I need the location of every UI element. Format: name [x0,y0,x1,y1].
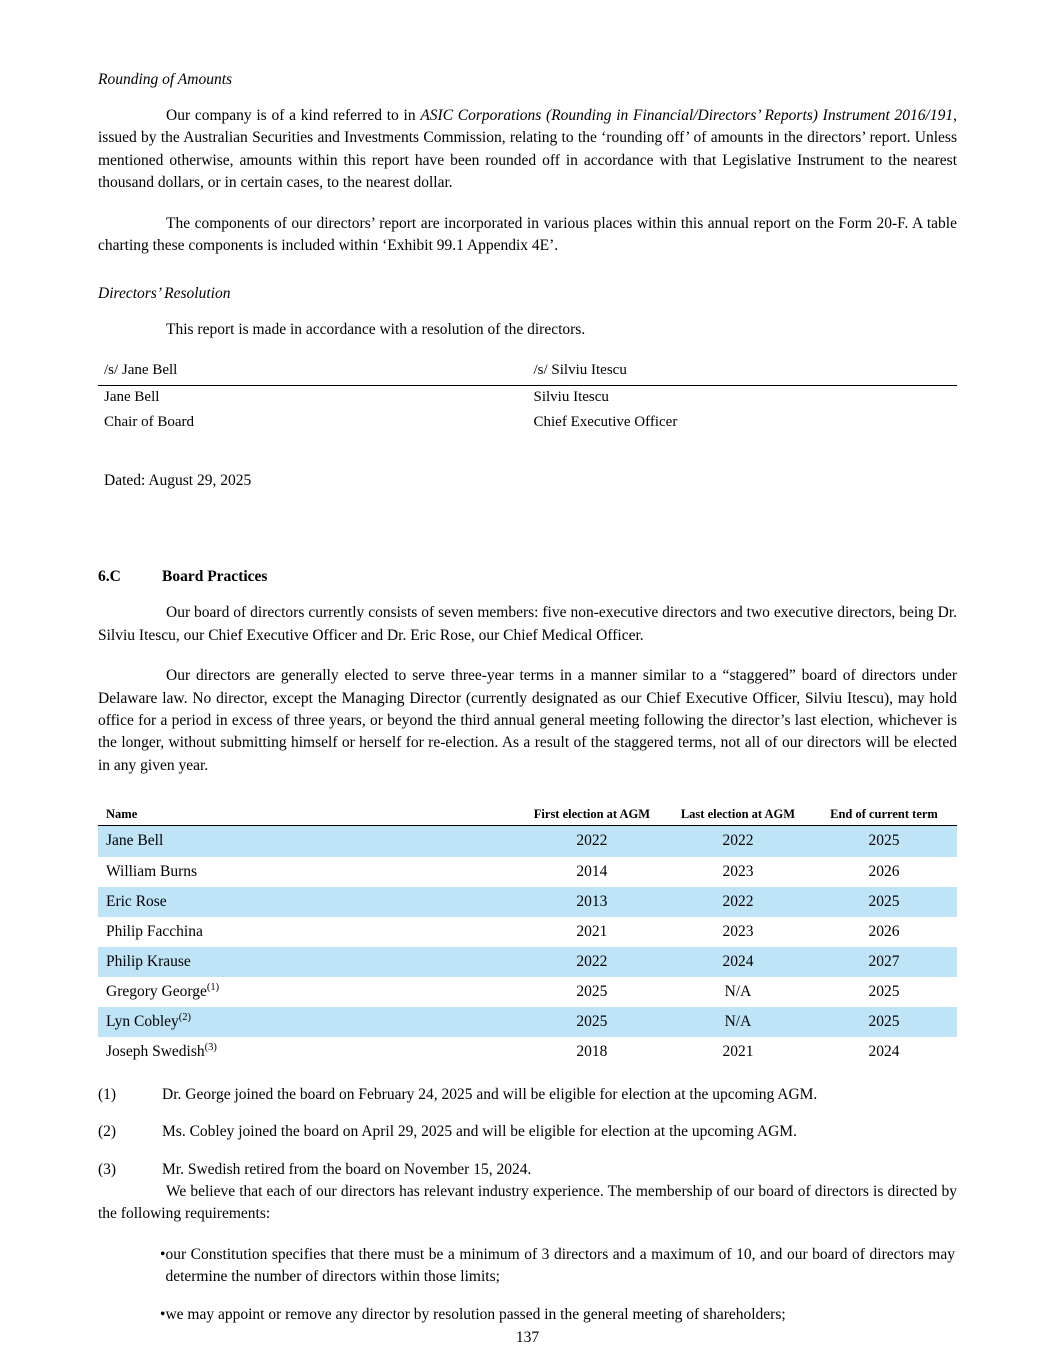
column-header-name: Name [98,807,519,826]
table-row [98,826,957,857]
first-election-cell: 2022 [519,826,665,857]
column-header-end-of-term: End of current term [811,807,957,826]
end-of-term-cell: 2025 [811,887,957,917]
dated-line: Dated: August 29, 2025 [104,472,252,490]
last-election-cell: 2022 [665,887,811,917]
director-name-cell: William Burns [106,862,198,880]
end-of-term-cell: 2026 [868,922,900,940]
bullet-text: we may appoint or remove any director by resolution passed in the general meeting of shareholders; [165,1306,786,1324]
last-election-cell: 2023 [722,922,754,940]
footnote-marker: (1) [206,981,220,993]
right-signature: /s/ Silviu Itescu [528,359,958,386]
end-of-term-cell: 2027 [811,947,957,977]
signature-block [98,359,957,436]
directors-table-body [98,826,957,1068]
last-election-cell: 2021 [722,1043,754,1061]
asic-instrument-reference: ASIC Corporations (Rounding in Financial/Directors’ Reports) Instrument 2016/191 [420,106,954,124]
first-election-cell: 2022 [519,947,665,977]
directors-table [98,807,957,1067]
left-signature: /s/ Jane Bell [98,359,528,386]
bullet-item [98,1244,957,1289]
footnote-text: Ms. Cobley joined the board on April 29, 2025 and will be eligible for election at the upcoming AGM. [162,1123,797,1141]
footnote-marker: (3) [204,1042,217,1054]
table-row [98,977,957,1007]
right-signatory-name: Silviu Itescu [533,389,609,406]
footnote-text: Dr. George joined the board on February 24, 2025 and will be eligible for election at the upcoming AGM. [162,1085,818,1103]
requirements-bullets [98,1244,957,1327]
footnote-marker: (2) [178,1012,192,1024]
first-election-cell: 2018 [576,1043,608,1061]
first-election-cell: 2021 [576,922,608,940]
bullet-item [98,1304,957,1326]
end-of-term-cell: 2024 [868,1043,900,1061]
table-row [98,857,957,887]
footnote-number: (1) [98,1085,117,1103]
director-name-cell: Lyn Cobley$^{(2)}$ [98,1007,519,1037]
rounding-paragraph-suffix: , issued by the Australian Securities and Investments Commission, relating to the ‘rounding off’ of amounts in the directors’ report. Unless mentioned otherwise, amounts within this report have been rounded off in accordance with that Legislative Instrument to the nearest thousand dollars, or in certain cases, to the nearest dollar. [98,106,957,192]
signature-name-row [98,386,957,412]
left-signatory-name: Jane Bell [104,389,160,406]
bullet-text: our Constitution specifies that there must be a minimum of 3 directors and a maximum of 10, and our board of directors may determine the number of directors within those limits; [165,1245,955,1285]
bullet-marker: • [160,1245,166,1263]
components-paragraph: The components of our directors’ report are incorporated in various places within this annual report on the Form 20-F. A table charting these components is included within ‘Exhibit 99.1 Appendix 4E’. [98,214,957,255]
section-number: 6.C [98,568,121,586]
rounding-of-amounts-heading: Rounding of Amounts [98,71,233,88]
first-election-cell: 2025 [576,983,608,1001]
directors-resolution-heading: Directors’ Resolution [98,284,231,302]
signature-title-row [98,411,957,436]
rounding-paragraph [98,105,957,195]
director-name-cell: Joseph Swedish$^{(3)}$ [106,1042,217,1061]
belief-paragraph: We believe that each of our directors has relevant industry experience. The membership of our board of directors is directed by the following requirements: [98,1182,957,1223]
end-of-term-cell: 2025 [811,826,957,857]
last-election-cell: 2023 [722,862,754,880]
last-election-cell: N/A [665,1007,811,1037]
last-election-cell: 2024 [665,947,811,977]
end-of-term-cell: 2025 [811,1007,957,1037]
first-election-cell: 2013 [519,887,665,917]
director-name-cell: Philip Krause [98,947,519,977]
table-row [98,1037,957,1067]
signature-line-row [98,359,957,386]
resolution-paragraph: This report is made in accordance with a resolution of the directors. [166,320,586,338]
table-row [98,887,957,917]
column-header-last-election: Last election at AGM [665,807,811,826]
section-title: Board Practices [162,568,268,586]
board-composition-paragraph: Our board of directors currently consists of seven members: five non-executive directors and two executive directors, being Dr. Silviu Itescu, our Chief Executive Officer and Dr. Eric Rose, our Chief Medical Officer. [98,604,957,644]
footnote-number: (2) [98,1123,117,1141]
table-row [98,1007,957,1037]
left-signatory-title: Chair of Board [104,414,194,431]
footnote-number: (3) [98,1160,117,1178]
footnote-item [98,1121,957,1143]
footnote-item [98,1084,957,1106]
table-row [98,947,957,977]
table-row [98,917,957,947]
end-of-term-cell: 2025 [868,983,900,1001]
director-name-cell: Philip Facchina [106,922,203,940]
directors-table-header-row [98,807,957,826]
first-election-cell: 2014 [576,862,608,880]
column-header-first-election: First election at AGM [519,807,665,826]
rounding-paragraph-prefix: Our company is of a kind referred to in [166,106,421,124]
last-election-cell: N/A [724,983,752,1001]
last-election-cell: 2022 [665,826,811,857]
first-election-cell: 2025 [519,1007,665,1037]
director-name-cell: Gregory George$^{(1)}$ [106,981,220,1001]
footnote-item [98,1159,957,1181]
director-name-cell: Eric Rose [98,887,519,917]
footnote-text: Mr. Swedish retired from the board on November 15, 2024. [162,1160,532,1178]
staggered-board-paragraph: Our directors are generally elected to serve three-year terms in a manner similar to a “staggered” board of directors under Delaware law. No director, except the Managing Director (currently designated as our Chief Executive Officer, Silviu Itescu), may hold office for a period in excess of three years, or beyond the third annual general meeting following the director’s last election, whichever is the longer, without submitting himself or herself for re-election. As a result of the staggered terms, not all of our directors will be elected in any given year. [98,667,957,774]
footnotes [98,1084,957,1181]
director-name-cell: Jane Bell [98,826,519,857]
right-signatory-title: Chief Executive Officer [533,414,678,431]
bullet-marker: • [160,1306,166,1324]
section-heading [98,568,957,586]
page-number: 137 [515,1329,540,1346]
end-of-term-cell: 2026 [868,862,900,880]
